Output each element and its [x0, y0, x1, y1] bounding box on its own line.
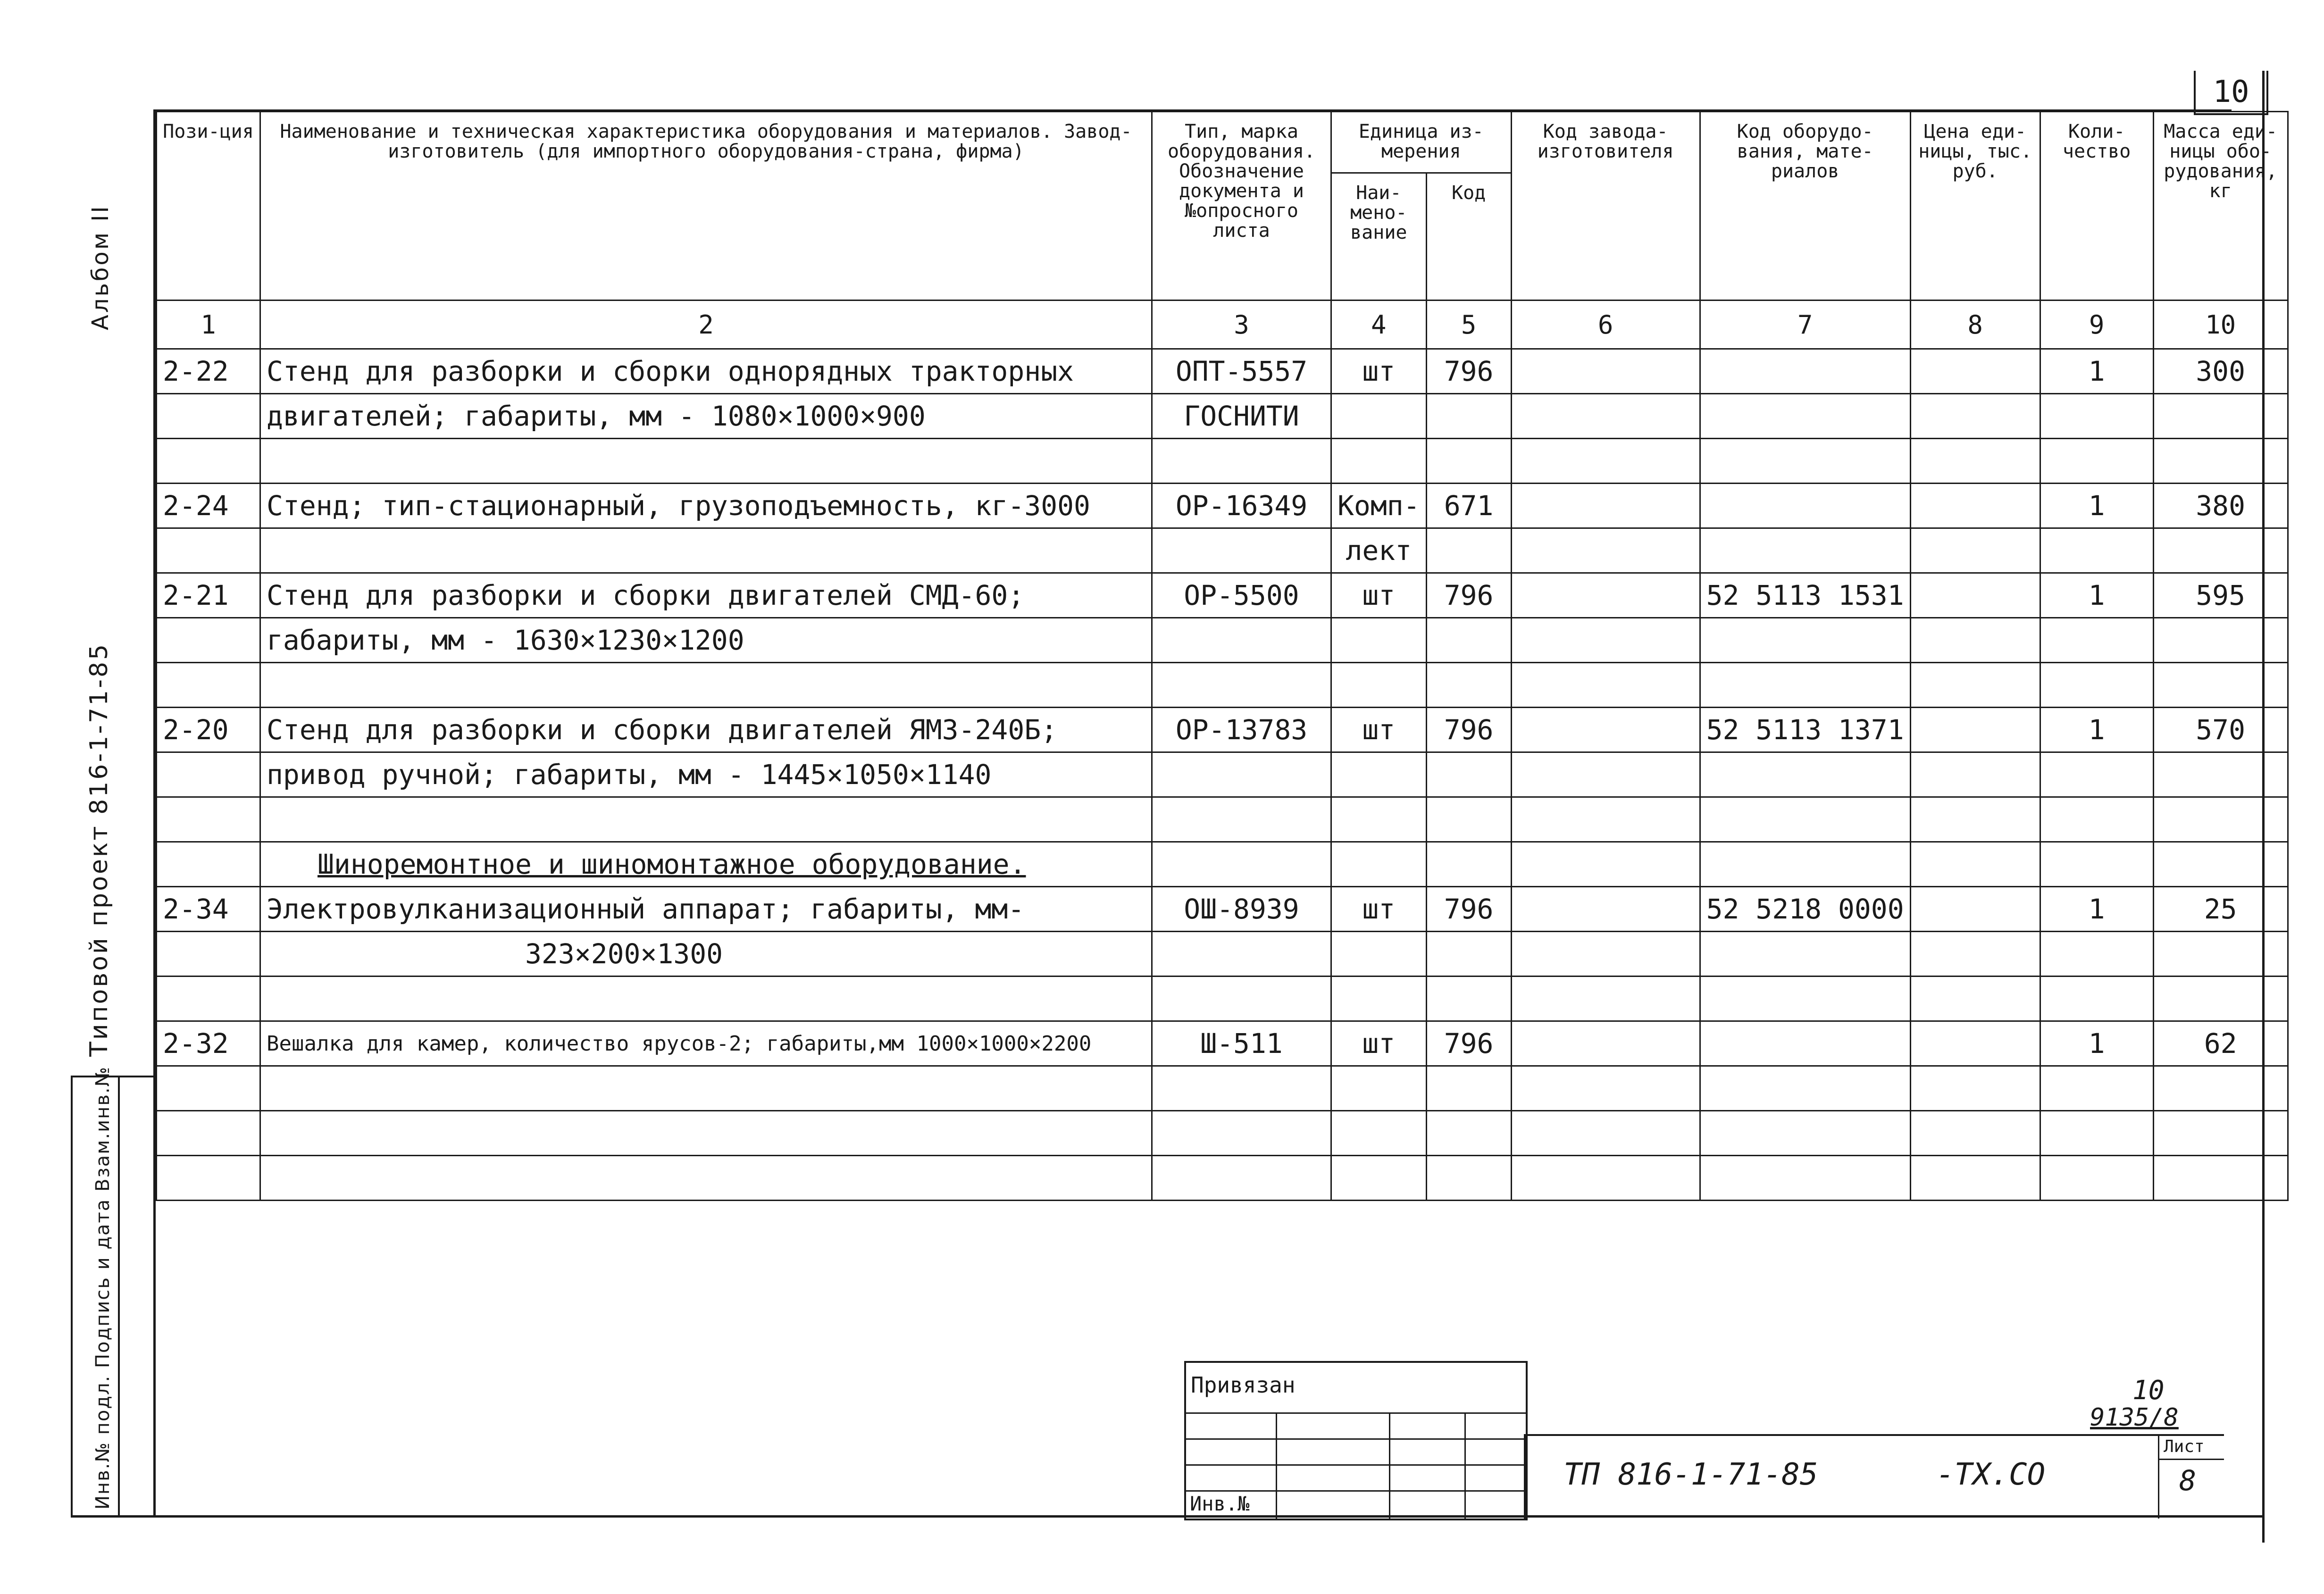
table-row	[157, 797, 2288, 842]
empty-cell	[1511, 1066, 1700, 1111]
cell-equipment-code	[1700, 663, 1910, 708]
empty-cell	[1511, 1156, 1700, 1201]
cell-name: Стенд для разборки и сборки двигателей ЯМЗ-240Б;	[260, 708, 1152, 752]
reference-top: 10	[2132, 1375, 2165, 1406]
header-unit-name: Наи-мено-вание	[1331, 173, 1427, 300]
empty-cell	[1426, 1156, 1511, 1201]
cell-unit: шт	[1331, 349, 1427, 394]
cell-price	[1910, 663, 2040, 708]
cell-plant-code	[1511, 439, 1700, 484]
cell-type	[1152, 528, 1331, 573]
header-type: Тип, марка оборудования. Обозначение документа и №опросного листа	[1152, 112, 1331, 300]
cell-equipment-code	[1700, 394, 1910, 439]
cell-plant-code	[1511, 842, 1700, 887]
cell-mass	[2153, 842, 2288, 887]
empty-cell	[1426, 1066, 1511, 1111]
empty-cell	[1700, 1156, 1910, 1201]
cell-equipment-code	[1700, 842, 1910, 887]
cell-unit-code	[1426, 618, 1511, 663]
cell-name	[260, 439, 1152, 484]
cell-name: Стенд для разборки и сборки двигателей СМД-60;	[260, 573, 1152, 618]
column-number: 7	[1700, 300, 1910, 349]
header-unit-group: Единица из-мерения	[1331, 112, 1512, 173]
document-code: ТП 816-1-71-85	[1563, 1457, 1818, 1492]
cell-plant-code	[1511, 976, 1700, 1021]
cell-type: ОПТ-5557	[1152, 349, 1331, 394]
cell-mass: 570	[2153, 708, 2288, 752]
cell-equipment-code	[1700, 1021, 1910, 1066]
cell-quantity	[2040, 439, 2153, 484]
table-row	[157, 618, 2288, 663]
cell-name: привод ручной; габариты, мм - 1445×1050×1140	[260, 752, 1152, 797]
inventory-label: Инв.№	[1190, 1492, 1250, 1515]
cell-unit-code: 796	[1426, 1021, 1511, 1066]
cell-mass	[2153, 797, 2288, 842]
cell-price	[1910, 349, 2040, 394]
cell-price	[1910, 797, 2040, 842]
margin-stamp-labels: Инв.№ подл. Подпись и дата Взам.инв.№	[92, 1066, 114, 1510]
empty-cell	[1331, 1156, 1427, 1201]
cell-unit-code: 796	[1426, 887, 1511, 932]
column-number: 4	[1331, 300, 1427, 349]
stamp-line	[1389, 1412, 1390, 1519]
cell-type	[1152, 618, 1331, 663]
cell-plant-code	[1511, 618, 1700, 663]
cell-name	[260, 797, 1152, 842]
empty-cell	[260, 1111, 1152, 1156]
stamp-line	[1276, 1412, 1277, 1519]
cell-price	[1910, 842, 2040, 887]
table-row	[157, 528, 2288, 573]
cell-unit-code	[1426, 528, 1511, 573]
binding-label: Привязан	[1191, 1372, 1296, 1398]
cell-quantity	[2040, 976, 2153, 1021]
empty-cell	[2153, 1111, 2288, 1156]
empty-cell	[1910, 1156, 2040, 1201]
cell-unit-code: 796	[1426, 349, 1511, 394]
cell-unit-code	[1426, 439, 1511, 484]
cell-plant-code	[1511, 932, 1700, 976]
empty-cell	[1700, 1066, 1910, 1111]
cell-type	[1152, 842, 1331, 887]
title-block	[1524, 1434, 2224, 1519]
empty-cell	[1426, 1111, 1511, 1156]
cell-name: Стенд для разборки и сборки однорядных тракторных	[260, 349, 1152, 394]
cell-name: двигателей; габариты, мм - 1080×1000×900	[260, 394, 1152, 439]
cell-unit: шт	[1331, 887, 1427, 932]
cell-position	[157, 932, 260, 976]
cell-unit-code	[1426, 842, 1511, 887]
cell-quantity	[2040, 394, 2153, 439]
cell-quantity	[2040, 797, 2153, 842]
cell-unit-code	[1426, 663, 1511, 708]
cell-unit	[1331, 618, 1427, 663]
cell-type: ОР-13783	[1152, 708, 1331, 752]
empty-cell	[2040, 1156, 2153, 1201]
cell-mass	[2153, 439, 2288, 484]
empty-cell	[157, 1111, 260, 1156]
empty-cell	[260, 1156, 1152, 1201]
cell-unit	[1331, 394, 1427, 439]
cell-price	[1910, 976, 2040, 1021]
cell-equipment-code	[1700, 439, 1910, 484]
column-number: 9	[2040, 300, 2153, 349]
column-number: 1	[157, 300, 260, 349]
cell-price	[1910, 573, 2040, 618]
cell-price	[1910, 394, 2040, 439]
title-divider	[2158, 1459, 2224, 1460]
margin-strip-left	[71, 1076, 73, 1517]
cell-position	[157, 663, 260, 708]
cell-unit-code: 796	[1426, 573, 1511, 618]
sheet-label: Лист	[2164, 1437, 2205, 1456]
cell-price	[1910, 618, 2040, 663]
column-number: 10	[2153, 300, 2288, 349]
document-suffix: -ТХ.СО	[1936, 1457, 2046, 1492]
cell-name: Стенд; тип-стационарный, грузоподъемность, кг-3000	[260, 484, 1152, 528]
cell-unit-code	[1426, 932, 1511, 976]
cell-type: Ш-511	[1152, 1021, 1331, 1066]
empty-cell	[157, 1066, 260, 1111]
table-row	[157, 976, 2288, 1021]
cell-equipment-code	[1700, 976, 1910, 1021]
header-plant-code: Код завода-изготовителя	[1511, 112, 1700, 300]
cell-quantity: 1	[2040, 573, 2153, 618]
stamp-line	[1186, 1490, 1526, 1492]
column-number: 2	[260, 300, 1152, 349]
cell-quantity: 1	[2040, 349, 2153, 394]
empty-cell	[1511, 1111, 1700, 1156]
cell-type: ГОСНИТИ	[1152, 394, 1331, 439]
header-price: Цена еди-ницы, тыс. руб.	[1910, 112, 2040, 300]
table-row	[157, 1021, 2288, 1066]
empty-cell	[1700, 1111, 1910, 1156]
stamp-line	[1464, 1412, 1466, 1519]
table-row	[157, 439, 2288, 484]
cell-price	[1910, 887, 2040, 932]
cell-quantity: 1	[2040, 708, 2153, 752]
empty-cell	[1331, 1111, 1427, 1156]
empty-cell	[1910, 1066, 2040, 1111]
cell-mass	[2153, 663, 2288, 708]
cell-equipment-code	[1700, 528, 1910, 573]
cell-position: 2-32	[157, 1021, 260, 1066]
cell-equipment-code: 52 5113 1371	[1700, 708, 1910, 752]
cell-plant-code	[1511, 394, 1700, 439]
cell-unit: шт	[1331, 573, 1427, 618]
album-label: Альбом II	[87, 204, 114, 330]
cell-quantity	[2040, 842, 2153, 887]
cell-position	[157, 976, 260, 1021]
header-mass: Масса еди-ницы обо-рудования, кг	[2153, 112, 2288, 300]
cell-unit	[1331, 797, 1427, 842]
cell-name: габариты, мм - 1630×1230×1200	[260, 618, 1152, 663]
cell-mass	[2153, 394, 2288, 439]
cell-position: 2-21	[157, 573, 260, 618]
empty-cell	[1910, 1111, 2040, 1156]
cell-price	[1910, 528, 2040, 573]
empty-cell	[1152, 1066, 1331, 1111]
cell-type: ОШ-8939	[1152, 887, 1331, 932]
empty-cell	[2040, 1066, 2153, 1111]
cell-name	[260, 976, 1152, 1021]
cell-mass: 25	[2153, 887, 2288, 932]
header-position: Пози-ция	[157, 112, 260, 300]
cell-equipment-code	[1700, 484, 1910, 528]
reference-bottom: 9135/8	[2090, 1403, 2179, 1432]
cell-quantity	[2040, 618, 2153, 663]
title-divider	[2158, 1436, 2159, 1519]
cell-mass	[2153, 618, 2288, 663]
cell-quantity	[2040, 528, 2153, 573]
cell-unit-code	[1426, 752, 1511, 797]
cell-plant-code	[1511, 708, 1700, 752]
cell-price	[1910, 752, 2040, 797]
cell-unit-code	[1426, 976, 1511, 1021]
cell-unit	[1331, 752, 1427, 797]
page-number: 10	[2194, 71, 2268, 115]
specification-table	[156, 111, 2289, 1201]
cell-position: 2-22	[157, 349, 260, 394]
cell-mass	[2153, 528, 2288, 573]
cell-quantity	[2040, 752, 2153, 797]
cell-type	[1152, 663, 1331, 708]
cell-plant-code	[1511, 663, 1700, 708]
cell-name: 323×200×1300	[260, 932, 1152, 976]
empty-cell	[1331, 1066, 1427, 1111]
cell-name: Шиноремонтное и шиномонтажное оборудование.	[260, 842, 1152, 887]
table-row	[157, 932, 2288, 976]
sheet-number: 8	[2179, 1464, 2197, 1497]
margin-strip-divider	[118, 1076, 120, 1517]
header-name: Наименование и техническая характеристика оборудования и материалов. Завод-изготовитель (для импортного оборудования-страна, фирма)	[260, 112, 1152, 300]
cell-equipment-code	[1700, 752, 1910, 797]
column-number: 5	[1426, 300, 1511, 349]
cell-name	[260, 528, 1152, 573]
stamp-line	[1186, 1412, 1526, 1414]
cell-price	[1910, 484, 2040, 528]
header-quantity: Коли-чество	[2040, 112, 2153, 300]
cell-price	[1910, 708, 2040, 752]
cell-type	[1152, 932, 1331, 976]
table-row	[157, 842, 2288, 887]
cell-price	[1910, 439, 2040, 484]
cell-quantity: 1	[2040, 484, 2153, 528]
cell-position	[157, 394, 260, 439]
cell-unit: шт	[1331, 1021, 1427, 1066]
empty-row	[157, 1111, 2288, 1156]
binding-stamp	[1184, 1361, 1528, 1520]
cell-unit-code: 671	[1426, 484, 1511, 528]
cell-type	[1152, 976, 1331, 1021]
cell-type	[1152, 439, 1331, 484]
cell-type: ОР-5500	[1152, 573, 1331, 618]
table-row	[157, 708, 2288, 752]
cell-plant-code	[1511, 797, 1700, 842]
cell-quantity	[2040, 932, 2153, 976]
table-row	[157, 887, 2288, 932]
stamp-line	[1186, 1438, 1526, 1440]
cell-equipment-code	[1700, 618, 1910, 663]
empty-cell	[2040, 1111, 2153, 1156]
cell-plant-code	[1511, 573, 1700, 618]
table-row	[157, 752, 2288, 797]
cell-position: 2-24	[157, 484, 260, 528]
cell-mass: 62	[2153, 1021, 2288, 1066]
cell-type	[1152, 797, 1331, 842]
cell-plant-code	[1511, 1021, 1700, 1066]
cell-unit-code: 796	[1426, 708, 1511, 752]
header-equipment-code: Код оборудо-вания, мате-риалов	[1700, 112, 1910, 300]
cell-equipment-code	[1700, 349, 1910, 394]
table-row	[157, 663, 2288, 708]
cell-position	[157, 842, 260, 887]
stamp-line	[1186, 1464, 1526, 1466]
cell-unit: шт	[1331, 708, 1427, 752]
cell-unit	[1331, 439, 1427, 484]
cell-equipment-code	[1700, 932, 1910, 976]
cell-name: Электровулканизационный аппарат; габариты, мм-	[260, 887, 1152, 932]
table-row	[157, 394, 2288, 439]
cell-price	[1910, 1021, 2040, 1066]
cell-mass: 380	[2153, 484, 2288, 528]
cell-plant-code	[1511, 752, 1700, 797]
project-label: Типовой проект 816-1-71-85	[85, 642, 113, 1057]
cell-type	[1152, 752, 1331, 797]
cell-equipment-code: 52 5113 1531	[1700, 573, 1910, 618]
column-number: 3	[1152, 300, 1331, 349]
empty-cell	[2153, 1156, 2288, 1201]
cell-plant-code	[1511, 528, 1700, 573]
cell-position	[157, 752, 260, 797]
cell-mass	[2153, 752, 2288, 797]
cell-price	[1910, 932, 2040, 976]
empty-cell	[1152, 1156, 1331, 1201]
empty-row	[157, 1156, 2288, 1201]
column-number-row	[157, 300, 2288, 349]
cell-unit	[1331, 976, 1427, 1021]
empty-cell	[157, 1156, 260, 1201]
cell-equipment-code	[1700, 797, 1910, 842]
cell-mass	[2153, 976, 2288, 1021]
cell-unit-code	[1426, 797, 1511, 842]
cell-unit: Комп-	[1331, 484, 1427, 528]
cell-plant-code	[1511, 349, 1700, 394]
cell-unit	[1331, 663, 1427, 708]
cell-position: 2-34	[157, 887, 260, 932]
cell-mass: 300	[2153, 349, 2288, 394]
cell-quantity: 1	[2040, 887, 2153, 932]
cell-name: Вешалка для камер, количество ярусов-2; габариты,мм 1000×1000×2200	[260, 1021, 1152, 1066]
cell-equipment-code: 52 5218 0000	[1700, 887, 1910, 932]
cell-name	[260, 663, 1152, 708]
cell-mass: 595	[2153, 573, 2288, 618]
column-number: 8	[1910, 300, 2040, 349]
cell-unit	[1331, 932, 1427, 976]
empty-cell	[1152, 1111, 1331, 1156]
table-row	[157, 484, 2288, 528]
empty-cell	[2153, 1066, 2288, 1111]
header-unit-code: Код	[1426, 173, 1511, 300]
cell-position	[157, 797, 260, 842]
cell-plant-code	[1511, 887, 1700, 932]
cell-position	[157, 618, 260, 663]
empty-cell	[260, 1066, 1152, 1111]
empty-row	[157, 1066, 2288, 1111]
cell-position	[157, 528, 260, 573]
table-row	[157, 573, 2288, 618]
cell-unit: лект	[1331, 528, 1427, 573]
cell-unit	[1331, 842, 1427, 887]
cell-type: ОР-16349	[1152, 484, 1331, 528]
cell-plant-code	[1511, 484, 1700, 528]
cell-mass	[2153, 932, 2288, 976]
cell-quantity: 1	[2040, 1021, 2153, 1066]
cell-unit-code	[1426, 394, 1511, 439]
cell-position	[157, 439, 260, 484]
cell-quantity	[2040, 663, 2153, 708]
table-row	[157, 349, 2288, 394]
cell-position: 2-20	[157, 708, 260, 752]
column-number: 6	[1511, 300, 1700, 349]
